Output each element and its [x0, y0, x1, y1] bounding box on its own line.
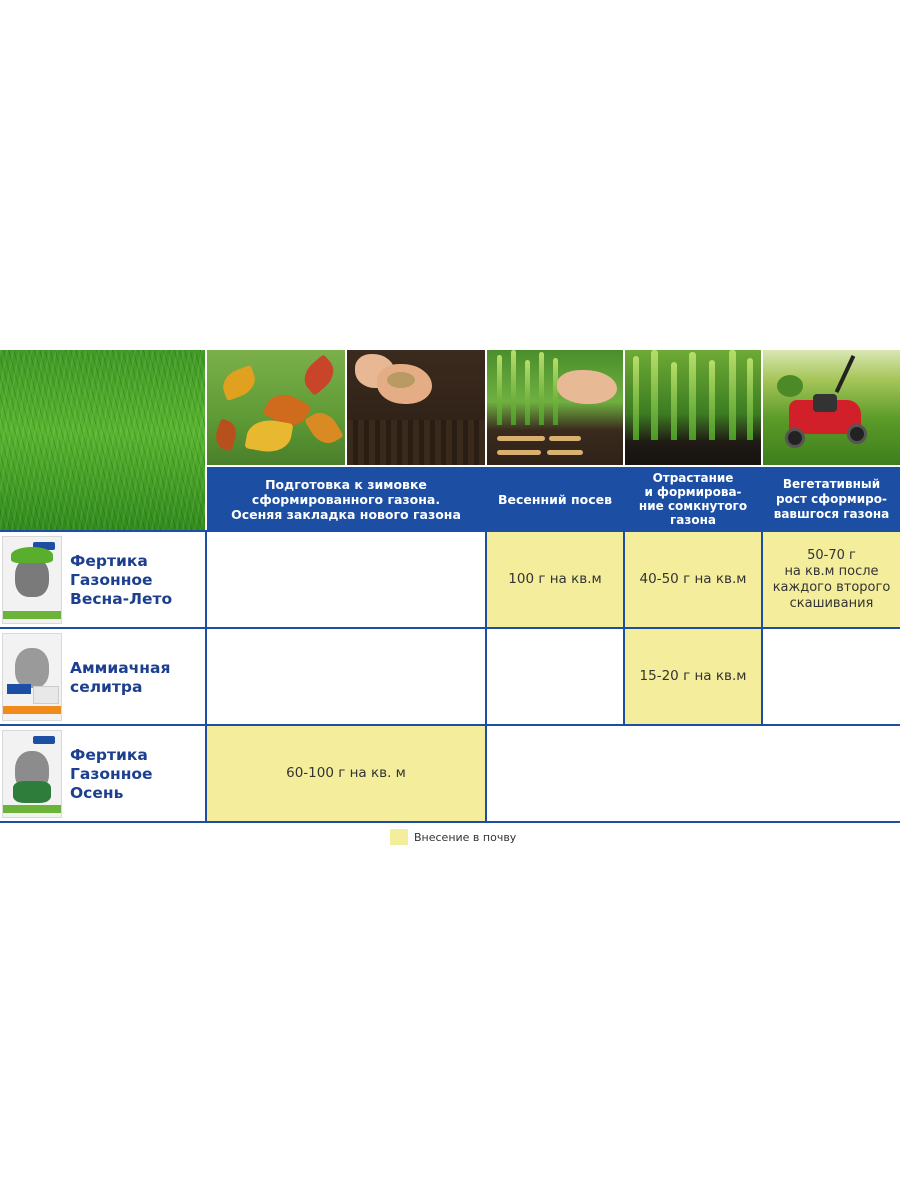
- grid-line: [0, 627, 900, 629]
- grid-line: [0, 724, 900, 726]
- table-cell: [763, 629, 900, 724]
- table-cell-highlighted: 50-70 г на кв.м после каждого второго скашивания: [763, 532, 900, 627]
- autumn-leaves-photo: [207, 350, 345, 465]
- product-name: Фертика Газонное Весна-Лето: [70, 552, 173, 608]
- ammonium-nitrate-package-image: [2, 633, 62, 721]
- lawn-mower-photo: [763, 350, 900, 465]
- lawn-grass-photo: [0, 350, 205, 532]
- grid-line: [0, 821, 900, 823]
- table-row: [0, 532, 900, 627]
- fertika-spring-summer-package-image: [2, 536, 62, 624]
- sowing-seeds-photo: [347, 350, 485, 465]
- header-autumn-preparation: Подготовка к зимовке сформированного газона. Осеняя закладка нового газона: [207, 467, 485, 531]
- table-cell: [487, 726, 900, 821]
- table-cell-highlighted: 100 г на кв.м: [487, 532, 623, 627]
- legend-label: Внесение в почву: [414, 830, 517, 844]
- product-name: Аммиачная селитра: [70, 659, 171, 696]
- grid-line: [623, 467, 625, 726]
- growing-grass-photo: [625, 350, 761, 465]
- sprouting-grass-photo: [487, 350, 623, 465]
- fertika-autumn-package-image: [2, 730, 62, 818]
- header-spring-sowing: Весенний посев: [487, 467, 623, 531]
- table-cell: [207, 532, 485, 627]
- header-vegetative-growth: Вегетативный рост сформиро- вавшгося газона: [763, 467, 900, 531]
- table-cell: [207, 629, 485, 724]
- legend-swatch: [390, 829, 408, 845]
- table-row: [0, 629, 900, 724]
- table-cell: [487, 629, 623, 724]
- table-cell-highlighted: 60-100 г на кв. м: [207, 726, 485, 821]
- table-row: [0, 726, 900, 821]
- legend: [390, 829, 516, 845]
- header-regrowth-formation: Отрастание и формирова- ние сомкнутого газона: [625, 467, 761, 531]
- grid-line: [485, 467, 487, 823]
- grid-line: [761, 467, 763, 726]
- grid-line: [0, 530, 900, 532]
- product-name: Фертика Газонное Осень: [70, 746, 153, 802]
- grid-line: [205, 530, 207, 823]
- fertilizer-schedule-table: [0, 350, 900, 850]
- table-cell-highlighted: 40-50 г на кв.м: [625, 532, 761, 627]
- table-cell-highlighted: 15-20 г на кв.м: [625, 629, 761, 724]
